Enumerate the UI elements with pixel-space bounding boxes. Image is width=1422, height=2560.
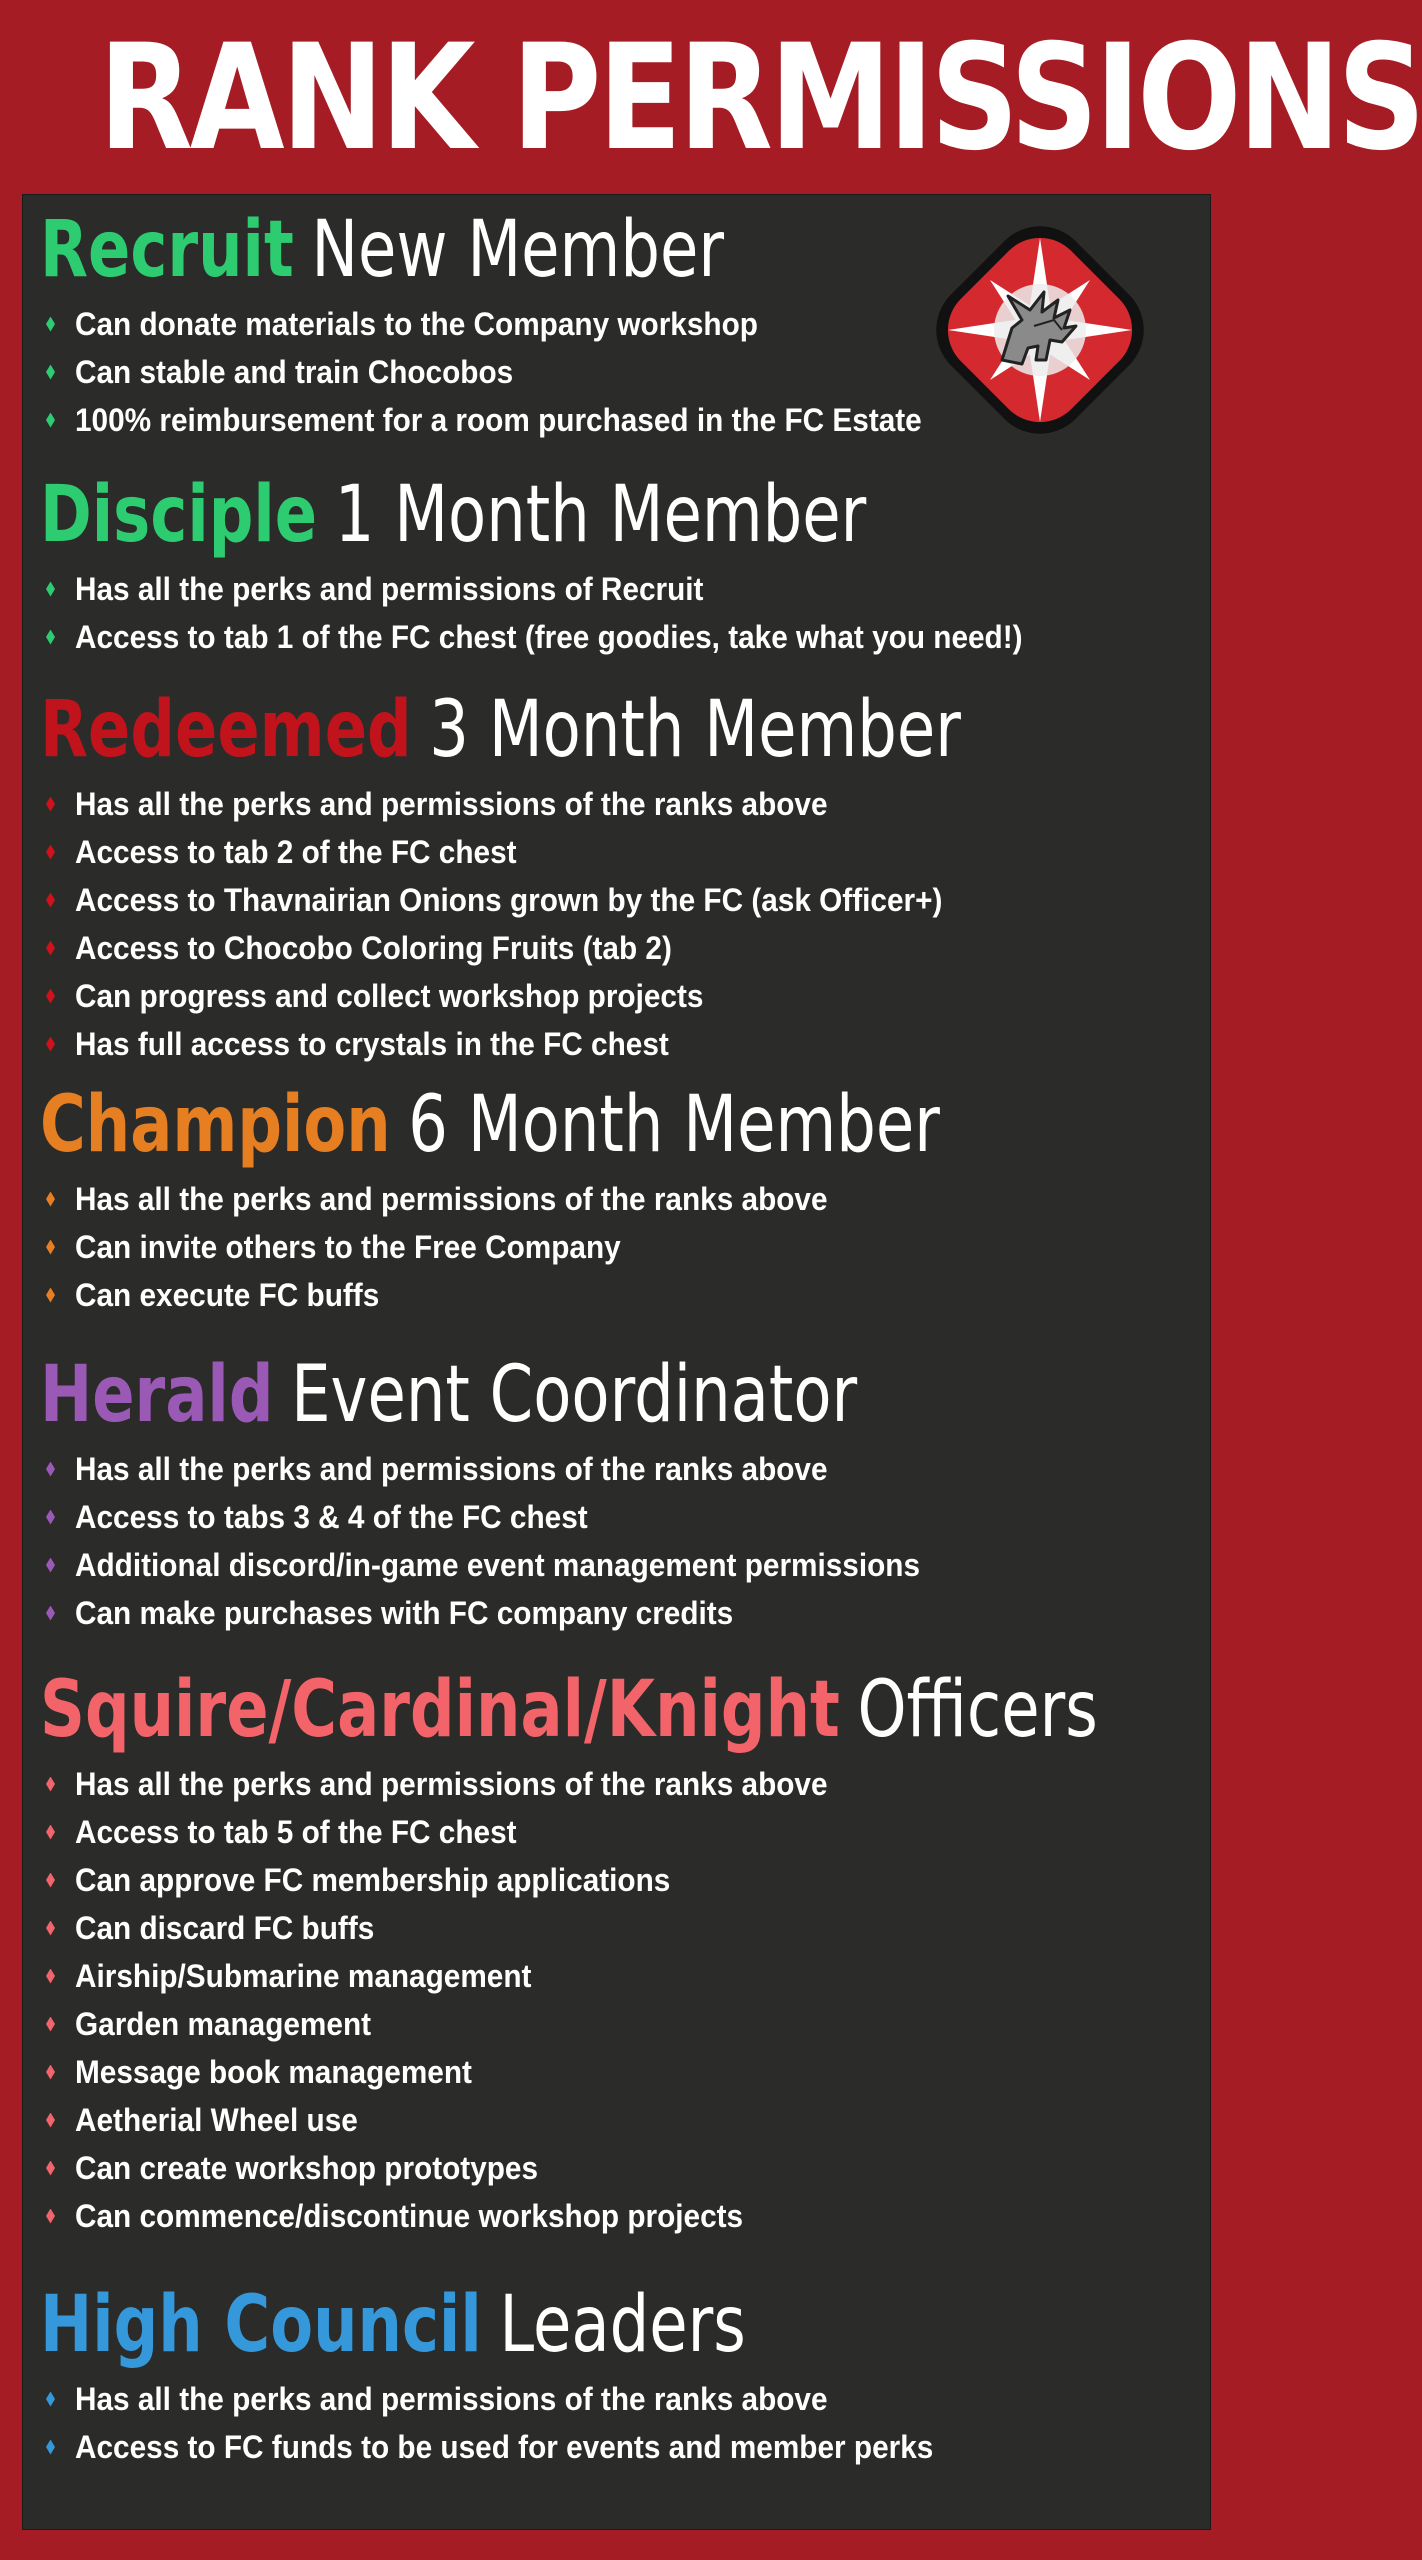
permission-item <box>40 1904 1190 1952</box>
rank-name: Redeemed <box>40 685 412 775</box>
permission-text: Can discard FC buffs <box>75 1909 375 1946</box>
permission-item <box>40 2375 1190 2423</box>
rank-role: New Member <box>311 205 724 295</box>
diamond-bullet-icon <box>46 2017 55 2032</box>
rank-role: 1 Month Member <box>334 470 867 560</box>
diamond-bullet-icon <box>46 1825 55 1840</box>
diamond-bullet-icon <box>46 1873 55 1888</box>
permission-list <box>40 565 1190 661</box>
diamond-bullet-icon <box>46 413 55 428</box>
permission-text: Can progress and collect workshop projects <box>75 977 704 1014</box>
rank-section <box>40 1660 1190 2240</box>
permission-text: Access to Thavnairian Onions grown by the FC (ask Officer+) <box>75 881 943 918</box>
permission-item <box>40 924 1190 972</box>
permission-text: Can make purchases with FC company credits <box>75 1594 734 1631</box>
diamond-bullet-icon <box>46 1037 55 1052</box>
permission-item <box>40 876 1190 924</box>
permission-item <box>40 2144 1190 2192</box>
permission-text: Has all the perks and permissions of the ranks above <box>75 2380 828 2417</box>
diamond-bullet-icon <box>46 2392 55 2407</box>
diamond-bullet-icon <box>46 1558 55 1573</box>
rank-section <box>40 1345 1190 1637</box>
permission-text: Access to tab 5 of the FC chest <box>75 1813 517 1850</box>
permission-item <box>40 300 1190 348</box>
permission-item <box>40 2000 1190 2048</box>
diamond-bullet-icon <box>46 582 55 597</box>
permission-item <box>40 348 1190 396</box>
rank-name: Herald <box>40 1350 274 1440</box>
rank-role: Leaders <box>499 2280 746 2370</box>
rank-heading <box>40 1660 1098 1760</box>
diamond-bullet-icon <box>46 2161 55 2176</box>
rank-name: High Council <box>40 2280 482 2370</box>
permission-item <box>40 396 1190 444</box>
rank-heading <box>40 1075 960 1175</box>
permission-item <box>40 1541 1190 1589</box>
permission-list <box>40 2375 1190 2471</box>
rank-heading <box>40 1345 960 1445</box>
permission-item <box>40 2423 1190 2471</box>
permission-text: Access to tabs 3 & 4 of the FC chest <box>75 1498 588 1535</box>
rank-section <box>40 200 1190 444</box>
rank-name: Recruit <box>40 205 294 295</box>
permission-text: Can stable and train Chocobos <box>75 353 514 390</box>
diamond-bullet-icon <box>46 2113 55 2128</box>
page-title: RANK PERMISSIONS <box>98 13 1422 183</box>
permission-text: 100% reimbursement for a room purchased in the FC Estate <box>75 401 922 438</box>
permission-text: Has all the perks and permissions of Recruit <box>75 570 704 607</box>
rank-role: 6 Month Member <box>408 1080 940 1170</box>
diamond-bullet-icon <box>46 893 55 908</box>
diamond-bullet-icon <box>46 1921 55 1936</box>
diamond-bullet-icon <box>46 1462 55 1477</box>
diamond-bullet-icon <box>46 1192 55 1207</box>
permission-item <box>40 2048 1190 2096</box>
permission-text: Message book management <box>75 2053 472 2090</box>
diamond-bullet-icon <box>46 2209 55 2224</box>
permission-item <box>40 780 1190 828</box>
permission-item <box>40 1760 1190 1808</box>
permission-text: Garden management <box>75 2005 372 2042</box>
rank-name: Disciple <box>40 470 318 560</box>
rank-name: Squire/Cardinal/Knight <box>40 1665 840 1755</box>
permission-item <box>40 828 1190 876</box>
permission-item <box>40 1020 1190 1068</box>
permission-text: Has full access to crystals in the FC chest <box>75 1025 669 1062</box>
rank-name: Champion <box>40 1080 391 1170</box>
rank-section <box>40 1075 1190 1319</box>
diamond-bullet-icon <box>46 989 55 1004</box>
diamond-bullet-icon <box>46 1510 55 1525</box>
rank-heading <box>40 2275 960 2375</box>
permission-item <box>40 972 1190 1020</box>
permission-text: Can commence/discontinue workshop projects <box>75 2197 744 2234</box>
permission-text: Access to tab 1 of the FC chest (free goodies, take what you need!) <box>75 618 1023 655</box>
permission-text: Has all the perks and permissions of the ranks above <box>75 1450 828 1487</box>
permission-item <box>40 1808 1190 1856</box>
rank-heading <box>40 465 960 565</box>
rank-section <box>40 2275 1190 2471</box>
rank-role: Event Coordinator <box>291 1350 858 1440</box>
permission-text: Airship/Submarine management <box>75 1957 532 1994</box>
diamond-bullet-icon <box>46 941 55 956</box>
permission-text: Can donate materials to the Company workshop <box>75 305 758 342</box>
permission-list <box>40 780 1190 1068</box>
rank-section <box>40 465 1190 661</box>
diamond-bullet-icon <box>46 1288 55 1303</box>
permission-item <box>40 1445 1190 1493</box>
permission-item <box>40 613 1190 661</box>
diamond-bullet-icon <box>46 845 55 860</box>
permission-text: Can execute FC buffs <box>75 1276 380 1313</box>
permission-list <box>40 1445 1190 1637</box>
permission-item <box>40 1493 1190 1541</box>
permission-item <box>40 1175 1190 1223</box>
permission-list <box>40 1175 1190 1319</box>
permission-item <box>40 1856 1190 1904</box>
rank-heading <box>40 680 960 780</box>
permission-text: Has all the perks and permissions of the ranks above <box>75 1180 828 1217</box>
rank-role: Officers <box>857 1665 1098 1755</box>
rank-heading <box>40 200 960 300</box>
diamond-bullet-icon <box>46 2440 55 2455</box>
permission-text: Access to FC funds to be used for events and member perks <box>75 2428 934 2465</box>
permission-item <box>40 1271 1190 1319</box>
permission-text: Has all the perks and permissions of the ranks above <box>75 785 828 822</box>
diamond-bullet-icon <box>46 2065 55 2080</box>
rank-role: 3 Month Member <box>429 685 961 775</box>
permission-item <box>40 565 1190 613</box>
permission-text: Can create workshop prototypes <box>75 2149 539 2186</box>
permission-item <box>40 2192 1190 2240</box>
diamond-bullet-icon <box>46 1606 55 1621</box>
diamond-bullet-icon <box>46 1240 55 1255</box>
permission-text: Aetherial Wheel use <box>75 2101 358 2138</box>
rank-section <box>40 680 1190 1068</box>
diamond-bullet-icon <box>46 630 55 645</box>
permission-list <box>40 1760 1190 2240</box>
diamond-bullet-icon <box>46 1777 55 1792</box>
diamond-bullet-icon <box>46 797 55 812</box>
permission-list <box>40 300 1190 444</box>
permission-item <box>40 1952 1190 2000</box>
permission-text: Can approve FC membership applications <box>75 1861 671 1898</box>
permission-item <box>40 2096 1190 2144</box>
diamond-bullet-icon <box>46 365 55 380</box>
permission-item <box>40 1223 1190 1271</box>
permission-text: Access to Chocobo Coloring Fruits (tab 2) <box>75 929 672 966</box>
diamond-bullet-icon <box>46 317 55 332</box>
permission-item <box>40 1589 1190 1637</box>
diamond-bullet-icon <box>46 1969 55 1984</box>
permission-text: Access to tab 2 of the FC chest <box>75 833 517 870</box>
permission-text: Can invite others to the Free Company <box>75 1228 621 1265</box>
permission-text: Has all the perks and permissions of the ranks above <box>75 1765 828 1802</box>
permission-text: Additional discord/in-game event management permissions <box>75 1546 921 1583</box>
